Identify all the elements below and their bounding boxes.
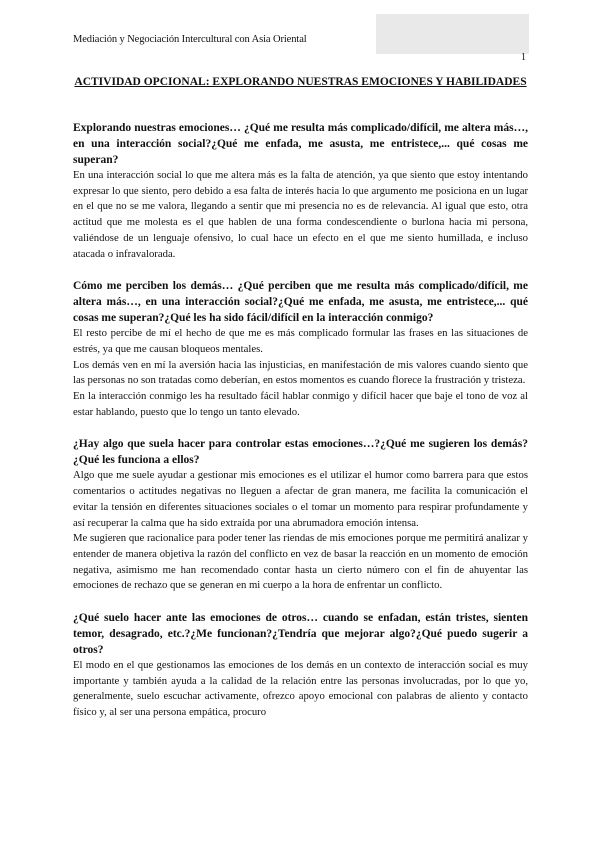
section-1 [73, 120, 528, 262]
section-paragraph: El modo en el que gestionamos las emociones de los demás en un contexto de interacción social es muy importante y también ayuda a la calidad de la relación entre las personas involucradas, por lo que yo, generalmente, suelo escuchar activamente, ofrezco apoyo emocional con palabras de aliento y contacto físico y, al ser una persona empática, procuro [73, 659, 528, 719]
section-question: Explorando nuestras emociones… ¿Qué me resulta más complicado/difícil, me altera más…, en una interacción social?¿Qué me enfada, me asusta, me entristece,... qué cosas me superan? [73, 122, 528, 166]
section-paragraph: En la interacción conmigo les ha resultado fácil hablar conmigo y difícil hacer que baje el tono de voz al estar hablando, puesto que lo tengo un tanto elevado. [73, 390, 528, 418]
page-number: 1 [521, 52, 526, 63]
section-question: ¿Qué suelo hacer ante las emociones de otros… cuando se enfadan, están tristes, sienten temor, desagrado, etc.?¿Me funcionan?¿Tendría que mejorar algo?¿Qué puedo sugerir a otros? [73, 612, 528, 657]
section-paragraph: El resto percibe de mí el hecho de que me es más complicado formular las frases en las situaciones de estrés, ya que me causan bloqueos mentales. [73, 327, 528, 355]
section-paragraph: Los demás ven en mí la aversión hacia las injusticias, en manifestación de mis valores cuando siento que las personas no son tratadas como deberían, en estos momentos es cuando florece la frustración y tristeza. [73, 358, 528, 387]
section-paragraph: Me sugieren que racionalice para poder tener las riendas de mis emociones porque me permitirá analizar y entender de manera objetiva la razón del conflicto en vez de basar la reacción en un momento de emoción negativa, asimismo me han recomendado contar hasta un cierto número con el fin de ahuyentar las emociones de rechazo que se generan en mi cuerpo a la hora de enfrentar un conflicto. [73, 532, 528, 592]
section-question: ¿Hay algo que suela hacer para controlar estas emociones…?¿Qué me sugieren los demás?¿Qué les funciona a ellos? [73, 438, 528, 467]
document-body [73, 120, 528, 721]
document-title: ACTIVIDAD OPCIONAL: EXPLORANDO NUESTRAS EMOCIONES Y HABILIDADES [74, 76, 527, 88]
running-header: Mediación y Negociación Intercultural con Asia Oriental [73, 34, 307, 45]
section-2 [73, 278, 528, 420]
section-paragraph: En una interacción social lo que me altera más es la falta de atención, ya que siento que estoy intentando expresar lo que siento, pero debido a esa falta de interés hacia lo que argumento me posiciona en un lugar en el que no se me valora, llegando a sentir que mi presencia no es de relevancia. Al igual que esto, otra actitud que me molesta es el que hablen de una forma condescendiente o burlona hacia mi persona, valiéndose de un lenguaje ofensivo, lo cual hace un efecto en el que me siento humillada, e incluso atacada o infravalorada. [73, 169, 528, 260]
section-3 [73, 436, 528, 594]
section-question: Cómo me perciben los demás… ¿Qué perciben que me resulta más complicado/difícil, me altera más…, en una interacción social?¿Qué me enfada, me asusta, me entristece,... qué cosas me superan?¿Qué les ha sido fácil/difícil en la interacción conmigo? [73, 280, 528, 325]
section-4 [73, 610, 528, 721]
header-placeholder-box [376, 14, 529, 54]
section-paragraph: Algo que me suele ayudar a gestionar mis emociones es el utilizar el humor como barrera para que estos comentarios o actitudes negativas no lleguen a afectar de gran manera, me facilita la comunicación el evitar la tensión en diferentes situaciones sociales o el tomar un momento para respirar profundamente y así recuperar la calma que ha sido extraída por una abrumadora emoción intensa. [73, 469, 528, 529]
